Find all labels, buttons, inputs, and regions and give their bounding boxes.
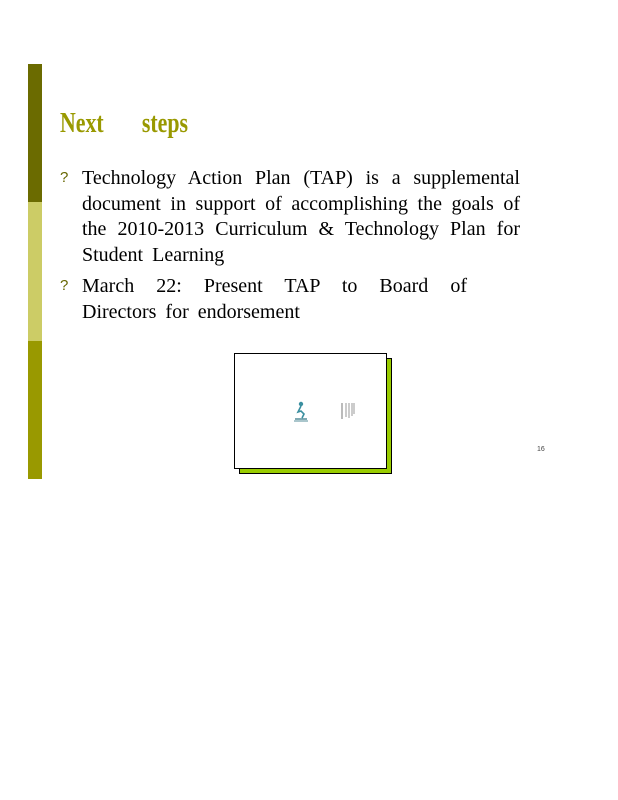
accent-bar-middle [28,202,42,341]
accent-bar-top [28,64,42,202]
page-number: 16 [537,446,545,453]
bullet-marker: ? [60,169,69,186]
document-logo-icon [292,400,310,422]
bullet-text: March 22: Present TAP to Board of Directors for endorsement [82,275,467,323]
bullet-list [60,166,520,331]
accent-bar-bottom [28,341,42,479]
thumbnail-text-lines-icon [341,402,355,420]
bullet-item [60,166,520,268]
bullet-text: Technology Action Plan (TAP) is a supplemental document in support of accomplishing the goals of the 2010-2013 Curriculum & Technology Plan for Student Learning [82,167,520,266]
bullet-item [60,274,520,325]
thumbnail-cover-title [257,374,269,449]
bullet-marker: ? [60,277,69,294]
slide-title: Next steps [60,108,188,139]
document-thumbnail [234,353,387,469]
